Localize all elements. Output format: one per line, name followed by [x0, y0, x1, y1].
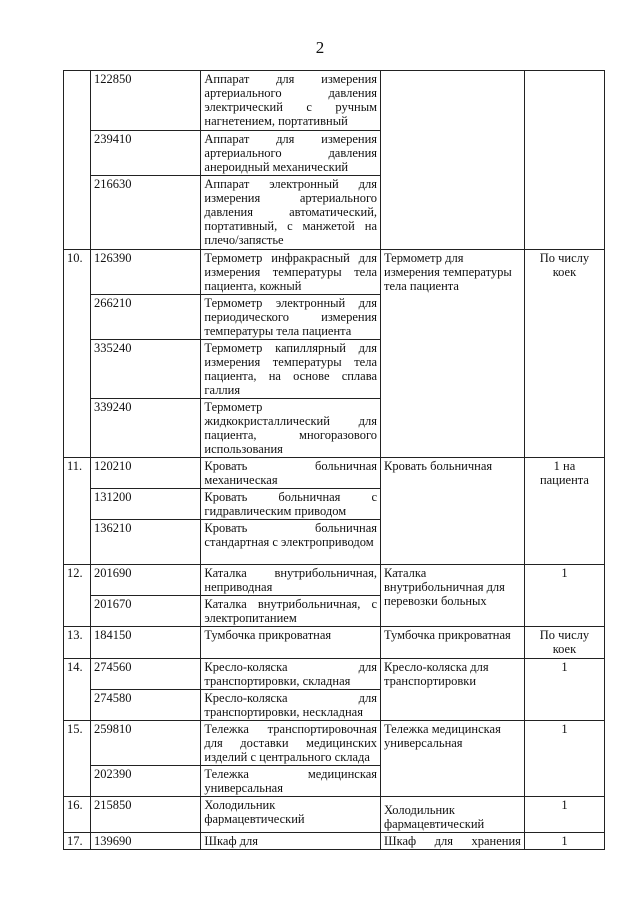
item-code: 259810	[91, 721, 201, 766]
equipment-table	[63, 70, 605, 850]
item-name: Кровать больничная стандартная с электроприводом	[201, 520, 381, 565]
item-name: Тележка транспортировочная для доставки медицинских изделий с центрального склада	[201, 721, 381, 766]
item-quantity: По числу коек	[524, 250, 604, 458]
item-code: 202390	[91, 766, 201, 797]
item-code: 215850	[91, 797, 201, 833]
table-row	[64, 627, 605, 659]
row-number: 16.	[64, 797, 91, 833]
item-type: Кресло-коляска для транспортировки	[381, 659, 525, 721]
item-code: 266210	[91, 295, 201, 340]
row-number: 13.	[64, 627, 91, 659]
row-number: 14.	[64, 659, 91, 721]
item-name: Аппарат для измерения артериального давления анероидный механический	[201, 131, 381, 176]
item-code: 120210	[91, 458, 201, 489]
item-name: Шкаф для	[201, 833, 381, 850]
item-quantity: 1	[524, 659, 604, 721]
row-number: 11.	[64, 458, 91, 565]
item-quantity: 1	[524, 797, 604, 833]
item-name: Тумбочка прикроватная	[201, 627, 381, 659]
item-code: 131200	[91, 489, 201, 520]
table-row	[64, 833, 605, 850]
item-type: Холодильник фармацевтический	[381, 797, 525, 833]
item-type: Шкаф для хранения	[381, 833, 525, 850]
item-quantity: 1 на пациента	[524, 458, 604, 565]
item-name: Кресло-коляска для транспортировки, складная	[201, 659, 381, 690]
row-number: 10.	[64, 250, 91, 458]
table-row	[64, 458, 605, 489]
item-type: Тележка медицинская универсальная	[381, 721, 525, 797]
item-code: 201690	[91, 565, 201, 596]
item-name: Термометр капиллярный для измерения температуры тела пациента, на основе сплава галлия	[201, 340, 381, 399]
item-name: Аппарат для измерения артериального давления электрический с ручным нагнетением, портативный	[201, 71, 381, 131]
item-name: Холодильник фармацевтический	[201, 797, 381, 833]
table-row	[64, 797, 605, 833]
item-quantity	[524, 71, 604, 250]
item-name: Кресло-коляска для транспортировки, нескладная	[201, 690, 381, 721]
item-code: 136210	[91, 520, 201, 565]
item-code: 274580	[91, 690, 201, 721]
item-code: 216630	[91, 176, 201, 250]
item-type: Тумбочка прикроватная	[381, 627, 525, 659]
row-number: 15.	[64, 721, 91, 797]
item-type	[381, 71, 525, 250]
item-code: 339240	[91, 399, 201, 458]
item-type: Каталка внутрибольничная для перевозки больных	[381, 565, 525, 627]
item-type: Термометр для измерения температуры тела пациента	[381, 250, 525, 458]
table-row	[64, 565, 605, 596]
item-quantity: 1	[524, 565, 604, 627]
table-row	[64, 721, 605, 766]
page-number: 2	[315, 38, 325, 57]
item-name: Каталка внутрибольничная, неприводная	[201, 565, 381, 596]
row-number: 17.	[64, 833, 91, 850]
item-name: Кровать больничная механическая	[201, 458, 381, 489]
row-number	[64, 71, 91, 250]
item-type: Кровать больничная	[381, 458, 525, 565]
item-code: 201670	[91, 596, 201, 627]
item-code: 122850	[91, 71, 201, 131]
table-row	[64, 250, 605, 295]
item-code: 239410	[91, 131, 201, 176]
item-name: Термометр жидкокристаллический для пациента, многоразового использования	[201, 399, 381, 458]
table-row	[64, 71, 605, 131]
table-row	[64, 659, 605, 690]
row-number: 12.	[64, 565, 91, 627]
item-quantity: 1	[524, 721, 604, 797]
item-name: Аппарат электронный для измерения артериального давления автоматический, портативный, с манжетой на плечо/запястье	[201, 176, 381, 250]
item-name: Каталка внутрибольничная, с электропитанием	[201, 596, 381, 627]
item-code: 139690	[91, 833, 201, 850]
item-quantity: 1	[524, 833, 604, 850]
item-code: 335240	[91, 340, 201, 399]
item-name: Кровать больничная с гидравлическим приводом	[201, 489, 381, 520]
item-quantity: По числу коек	[524, 627, 604, 659]
item-code: 184150	[91, 627, 201, 659]
item-code: 126390	[91, 250, 201, 295]
item-name: Термометр электронный для периодического измерения температуры тела пациента	[201, 295, 381, 340]
item-name: Тележка медицинская универсальная	[201, 766, 381, 797]
item-name: Термометр инфракрасный для измерения температуры тела пациента, кожный	[201, 250, 381, 295]
item-code: 274560	[91, 659, 201, 690]
